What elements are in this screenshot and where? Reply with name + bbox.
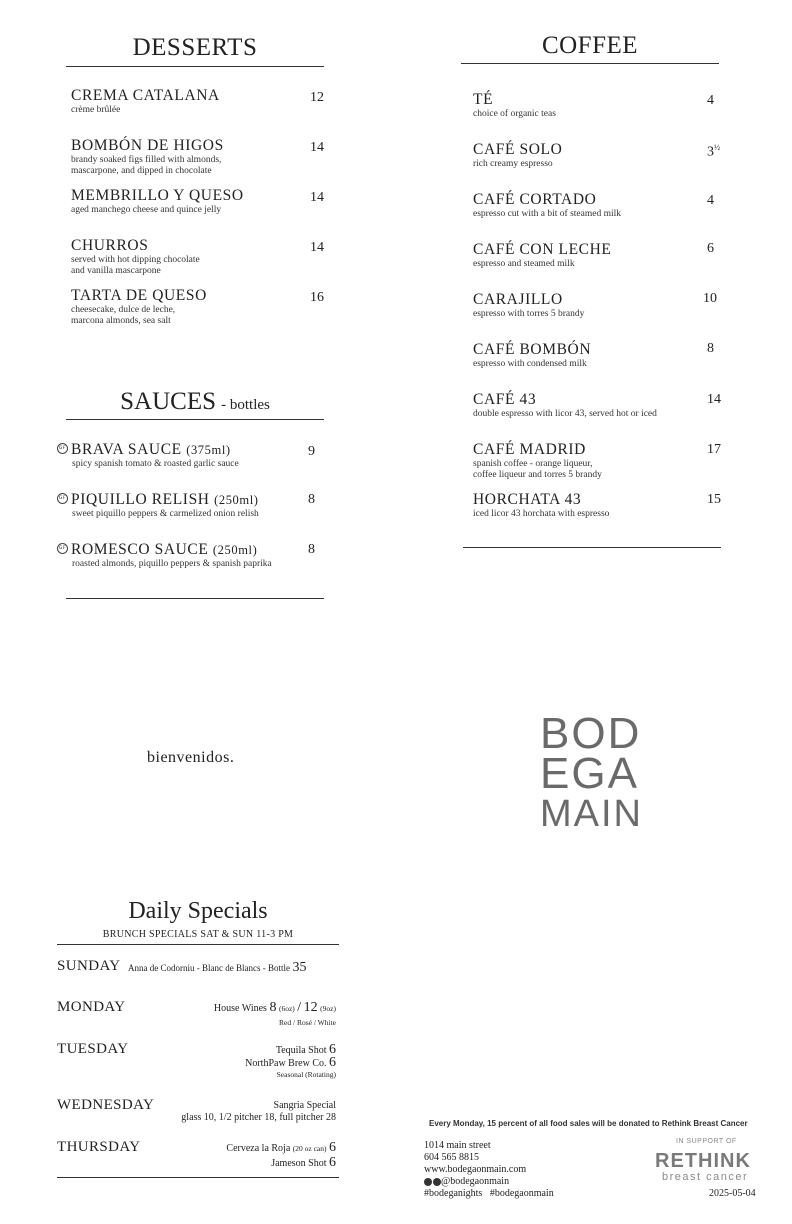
special-text: Jameson Shot: [271, 1158, 327, 1169]
sauce-desc: roasted almonds, piquillo peppers & spanish paprika: [72, 559, 272, 569]
special-price: 6: [329, 1042, 336, 1057]
coffee-item: [473, 491, 609, 520]
dessert-price: 16: [310, 290, 324, 305]
coffee-name: HORCHATA 43: [473, 491, 582, 508]
sauces-bottom-rule: [66, 598, 324, 599]
coffee-name: CAFÉ CON LECHE: [473, 241, 612, 258]
sauce-size: (250ml): [214, 493, 259, 507]
coffee-item: [473, 391, 657, 420]
coffee-price: 8: [707, 341, 714, 356]
special-unit: (9oz): [320, 1004, 336, 1013]
coffee-name: CAFÉ CORTADO: [473, 191, 597, 208]
bodega-logo: [540, 709, 648, 836]
sauces-heading: [66, 388, 324, 416]
dessert-price: 12: [310, 90, 324, 105]
coffee-desc: choice of organic teas: [473, 109, 556, 119]
special-note: Red / Rosé / White: [279, 1018, 336, 1027]
sauces-rule: [66, 419, 324, 420]
sauce-price: 9: [308, 444, 315, 459]
special-price: 35: [292, 960, 307, 975]
coffee-desc: espresso with condensed milk: [473, 359, 587, 369]
dessert-name: MEMBRILLO Y QUESO: [71, 187, 244, 204]
dessert-desc: brandy soaked figs filled with almonds, mascarpone, and dipped in chocolate: [71, 155, 222, 176]
sauce-name: PIQUILLO RELISH: [71, 491, 210, 508]
coffee-desc: spanish coffee - orange liqueur, coffee liqueur and torres 5 brandy: [473, 459, 602, 480]
coffee-price: 4: [707, 193, 714, 208]
special-day: MONDAY: [57, 999, 126, 1015]
dessert-price: 14: [310, 140, 324, 155]
sauce-size: (375ml): [186, 443, 231, 457]
coffee-name: TÉ: [473, 91, 494, 108]
special-detail: [271, 1155, 336, 1171]
dessert-name: TARTA DE QUESO: [71, 287, 207, 304]
coffee-price: 15: [707, 492, 721, 507]
coffee-bottom-rule: [463, 547, 721, 548]
rethink-logo: RETHINK: [655, 1150, 751, 1172]
dessert-name: CREMA CATALANA: [71, 87, 220, 104]
sauce-name: BRAVA SAUCE: [71, 441, 182, 458]
special-day: SUNDAY: [57, 958, 121, 974]
dessert-desc: aged manchego cheese and quince jelly: [71, 205, 222, 215]
special-detail: [226, 1140, 336, 1156]
coffee-rule: [461, 63, 719, 64]
sauce-price: 8: [308, 492, 315, 507]
specials-subtitle: BRUNCH SPECIALS SAT & SUN 11-3 PM: [102, 929, 294, 940]
special-day: TUESDAY: [57, 1041, 129, 1057]
dessert-item: [71, 87, 220, 116]
special-text: NorthPaw Brew Co.: [245, 1058, 327, 1069]
instagram-icon[interactable]: [424, 1178, 432, 1186]
logo-line: EGA: [540, 749, 639, 798]
special-separator: /: [297, 1000, 302, 1015]
website-link[interactable]: www.bodegaonmain.com: [424, 1164, 527, 1175]
sauce-desc: spicy spanish tomato & roasted garlic sauce: [72, 459, 239, 469]
coffee-price: [707, 143, 720, 161]
specials-rule: [57, 944, 339, 945]
special-price: 6: [329, 1155, 336, 1170]
sauce-desc: sweet piquillo peppers & carmelized onion relish: [72, 509, 259, 519]
coffee-name: CAFÉ MADRID: [473, 441, 586, 458]
coffee-desc: double espresso with licor 43, served hot or iced: [473, 409, 657, 419]
coffee-item: [473, 291, 584, 320]
coffee-name: CARAJILLO: [473, 291, 563, 308]
coffee-price: 14: [707, 392, 721, 407]
coffee-price: 10: [703, 291, 717, 306]
address: 1014 main street: [424, 1140, 491, 1151]
donation-note: Every Monday, 15 percent of all food sales will be donated to Rethink Breast Cancer: [429, 1119, 748, 1128]
dessert-price: 14: [310, 190, 324, 205]
social-line: [424, 1176, 554, 1188]
dessert-item: [71, 137, 224, 177]
special-detail: [214, 1000, 336, 1016]
coffee-desc: espresso with torres 5 brandy: [473, 309, 585, 319]
logo-line: MAIN: [540, 793, 643, 835]
special-text: Anna de Codorniu - Blanc de Blancs - Bottle: [128, 963, 290, 973]
phone: 604 565 8815: [424, 1152, 479, 1163]
special-text: Tequila Shot: [275, 1045, 327, 1056]
sauce-price: 8: [308, 542, 315, 557]
coffee-desc: rich creamy espresso: [473, 159, 553, 169]
sauce-size: (250ml): [212, 543, 258, 557]
gluten-free-icon: GF: [57, 493, 68, 504]
dessert-desc: served with hot dipping chocolate and vanilla mascarpone: [71, 255, 200, 276]
special-price: 6: [329, 1140, 336, 1155]
dessert-item: [71, 287, 207, 327]
coffee-desc: espresso cut with a bit of steamed milk: [473, 209, 622, 219]
dessert-price: 14: [310, 240, 324, 255]
special-unit: (20 oz can): [292, 1144, 327, 1153]
support-label: IN SUPPORT OF: [676, 1138, 737, 1145]
coffee-price: 6: [707, 241, 714, 256]
coffee-desc: espresso and steamed milk: [473, 259, 575, 269]
desserts-title: DESSERTS: [132, 34, 258, 61]
dessert-name: CHURROS: [71, 237, 149, 254]
dessert-item: [71, 187, 244, 216]
special-unit: (6oz): [278, 1004, 295, 1013]
dessert-desc: cheesecake, dulce de leche, marcona almonds, sea salt: [71, 305, 176, 326]
rethink-sub: breast cancer: [662, 1171, 749, 1183]
special-day: THURSDAY: [57, 1139, 141, 1155]
special-day: WEDNESDAY: [57, 1097, 155, 1113]
coffee-price-fraction: ½: [714, 143, 720, 152]
coffee-name: CAFÉ BOMBÓN: [473, 341, 592, 358]
coffee-desc: iced licor 43 horchata with espresso: [473, 509, 610, 519]
coffee-title: COFFEE: [541, 32, 639, 59]
special-text: Sangria Special: [273, 1100, 336, 1111]
special-text: Cerveza la Roja: [226, 1143, 291, 1154]
menu-date: 2025-05-04: [709, 1188, 756, 1199]
logo-line: BOD: [540, 709, 642, 758]
sauces-subtitle: - bottles: [221, 397, 270, 413]
coffee-item: [473, 441, 602, 481]
gluten-free-icon: GF: [57, 443, 68, 454]
coffee-name: CAFÉ SOLO: [473, 141, 563, 158]
sauce-item: [57, 541, 272, 570]
sauce-item: [57, 491, 259, 520]
coffee-item: [473, 341, 591, 370]
special-price: 8: [269, 1000, 277, 1015]
special-detail: [245, 1055, 336, 1071]
sauce-item: [57, 441, 239, 470]
social-handle[interactable]: @bodegaonmain: [441, 1176, 510, 1187]
special-text: glass 10, 1/2 pitcher 18, full pitcher 28: [181, 1112, 336, 1123]
welcome-text: bienvenidos.: [147, 749, 235, 766]
special-text: House Wines: [213, 1003, 267, 1014]
hashtags: #bodeganights #bodegaonmain: [424, 1188, 554, 1199]
coffee-item: [473, 91, 556, 120]
sauces-title: SAUCES: [120, 388, 217, 415]
specials-title: Daily Specials: [128, 898, 268, 924]
special-detail: [128, 960, 306, 976]
contact-block: [424, 1140, 554, 1200]
twitter-icon[interactable]: [433, 1178, 441, 1186]
coffee-item: [473, 241, 611, 270]
gluten-free-icon: GF: [57, 543, 68, 554]
special-price: 6: [329, 1055, 336, 1070]
dessert-item: [71, 237, 200, 277]
dessert-name: BOMBÓN DE HIGOS: [71, 137, 224, 154]
special-note: Seasonal (Rotating): [276, 1070, 336, 1079]
coffee-name: CAFÉ 43: [473, 391, 537, 408]
coffee-price: 17: [707, 442, 721, 457]
coffee-price: 4: [707, 93, 714, 108]
coffee-item: [473, 141, 562, 170]
coffee-price-whole: 3: [707, 144, 714, 160]
coffee-item: [473, 191, 621, 220]
dessert-desc: crème brûlée: [71, 105, 121, 115]
special-price: 12: [303, 1000, 318, 1015]
specials-bottom-rule: [57, 1177, 339, 1178]
sauce-name: ROMESCO SAUCE: [71, 541, 209, 558]
desserts-rule: [66, 66, 324, 67]
